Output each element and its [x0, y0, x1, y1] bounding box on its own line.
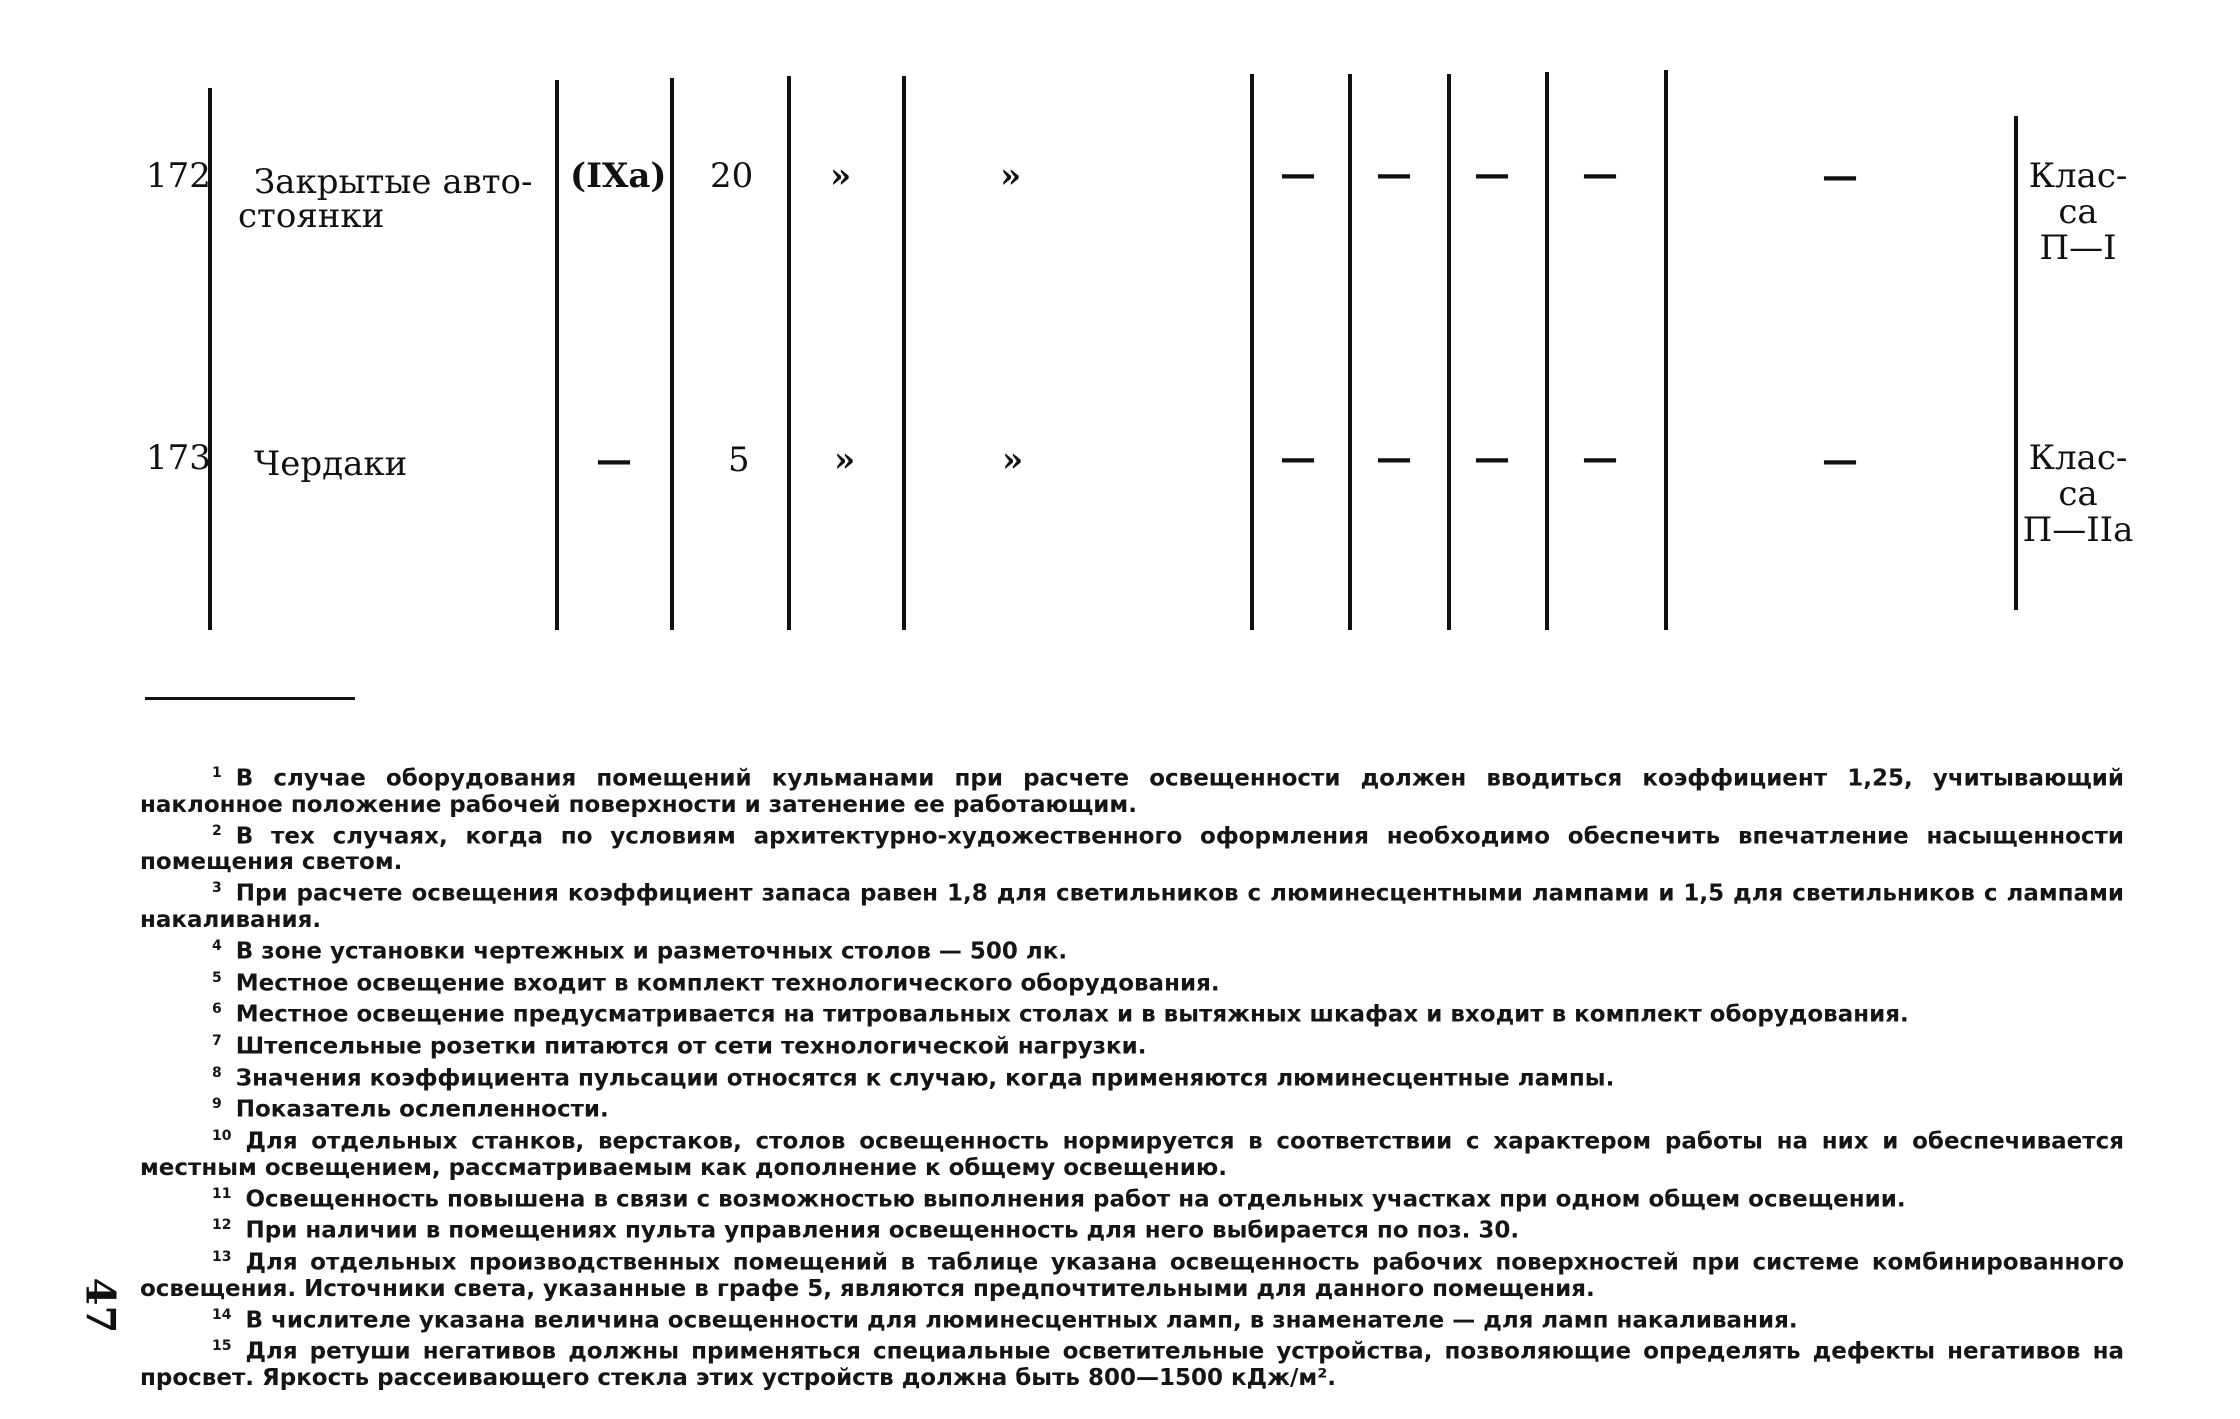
- row-class-line2: са: [2058, 192, 2098, 232]
- row-class-line3: П—I: [2039, 228, 2117, 268]
- row-illuminance: 20: [710, 156, 754, 196]
- footnote-separator: [145, 697, 355, 700]
- row-ditto-mark: »: [830, 156, 852, 196]
- row-dash: —: [1582, 437, 1618, 479]
- row-name-line2: стоянки: [238, 196, 385, 236]
- column-rule: [1250, 74, 1254, 630]
- row-name-line1: Чердаки: [254, 444, 408, 484]
- footnote: $^{15}$ Для ретуши негативов должны применяться специальные осветительные устройства, позволяющие определять дефекты негативов на просвет. Яркость рассеивающего стекла этих устройств должна быть 800—1500 кДж/м².: [140, 1338, 2124, 1391]
- footnote: $^{10}$ Для отдельных станков, верстаков, столов освещенность нормируется в соответствии с характером работы на них и обеспечивается местным освещением, рассматриваемым как дополнение к общему освещению.: [140, 1127, 2124, 1181]
- row-ditto-mark: »: [1000, 156, 1022, 196]
- column-rule: [1348, 74, 1352, 630]
- row-dash: —: [1582, 153, 1618, 195]
- column-rule: [787, 76, 791, 630]
- row-ditto-mark: »: [1002, 440, 1024, 480]
- footnote: $^{11}$ Освещенность повышена в связи с возможностью выполнения работ на отдельных участках при одном общем освещении.: [212, 1185, 1906, 1213]
- row-category: —: [596, 439, 632, 481]
- column-rule: [902, 76, 906, 630]
- row-class-line3: П—IIа: [2022, 510, 2134, 550]
- row-dash: —: [1474, 153, 1510, 195]
- row-dash: —: [1376, 437, 1412, 479]
- column-rule: [555, 80, 559, 630]
- row-dash: —: [1376, 153, 1412, 195]
- column-rule: [1545, 72, 1549, 630]
- row-class: [2018, 440, 2138, 548]
- row-dash: —: [1474, 437, 1510, 479]
- row-ditto-mark: »: [834, 440, 856, 480]
- row-class-line1: Клас-: [2028, 156, 2128, 196]
- footnote: $^5$ Местное освещение входит в комплект технологического оборудования.: [212, 969, 1220, 997]
- row-dash: —: [1280, 153, 1316, 195]
- column-rule: [670, 78, 674, 630]
- row-name-line1: Закрытые авто-: [254, 162, 533, 202]
- row-number: 172: [146, 156, 211, 196]
- footnote: $^6$ Местное освещение предусматривается на титровальных столах и в вытяжных шкафах и входит в комплект оборудования.: [212, 1001, 1909, 1028]
- row-illuminance: 5: [728, 440, 750, 480]
- row-dash: —: [1822, 155, 1858, 197]
- footnote: $^7$ Штепсельные розетки питаются от сети технологической нагрузки.: [212, 1032, 1147, 1060]
- page-number: 47: [76, 1277, 124, 1334]
- footnote: $^8$ Значения коэффициента пульсации относятся к случаю, когда применяются люминесцентные лампы.: [212, 1064, 1615, 1092]
- footnote: $^{14}$ В числителе указана величина освещенности для люминесцентных ламп, в знаменателе — для ламп накаливания.: [212, 1306, 1798, 1334]
- footnotes: [140, 760, 2124, 1391]
- row-category: (IXa): [570, 156, 667, 196]
- footnote: $^3$ При расчете освещения коэффициент запаса равен 1,8 для светильников с люминесцентными лампами и 1,5 для светильников с лампами накаливания.: [140, 880, 2124, 933]
- footnote: $^1$ В случае оборудования помещений кульманами при расчете освещенности должен вводиться коэффициент 1,25, учитывающий наклонное положение рабочей поверхности и затенение ее работающим.: [140, 765, 2124, 818]
- column-rule: [1447, 74, 1451, 630]
- row-number: 173: [146, 438, 211, 478]
- row-dash: —: [1822, 439, 1858, 481]
- footnote: $^{12}$ При наличии в помещениях пульта управления освещенность для него выбирается по поз. 30.: [212, 1217, 1520, 1244]
- row-dash: —: [1280, 437, 1316, 479]
- row-class-line1: Клас-: [2028, 438, 2128, 478]
- row-class-line2: са: [2058, 474, 2098, 514]
- footnote: $^4$ В зоне установки чертежных и разметочных столов — 500 лк.: [212, 937, 1068, 965]
- footnote: $^{13}$ Для отдельных производственных помещений в таблице указана освещенность рабочих поверхностей при системе комбинированного освещения. Источники света, указанные в графе 5, являются предпочтительными для данного помещения.: [140, 1248, 2124, 1302]
- column-rule: [1664, 70, 1668, 630]
- footnote: $^2$ В тех случаях, когда по условиям архитектурно-художественного оформления необходимо обеспечить впечатление насыщенности помещения светом.: [140, 822, 2124, 876]
- row-class: [2018, 158, 2138, 266]
- footnote: $^9$ Показатель ослепленности.: [212, 1096, 609, 1123]
